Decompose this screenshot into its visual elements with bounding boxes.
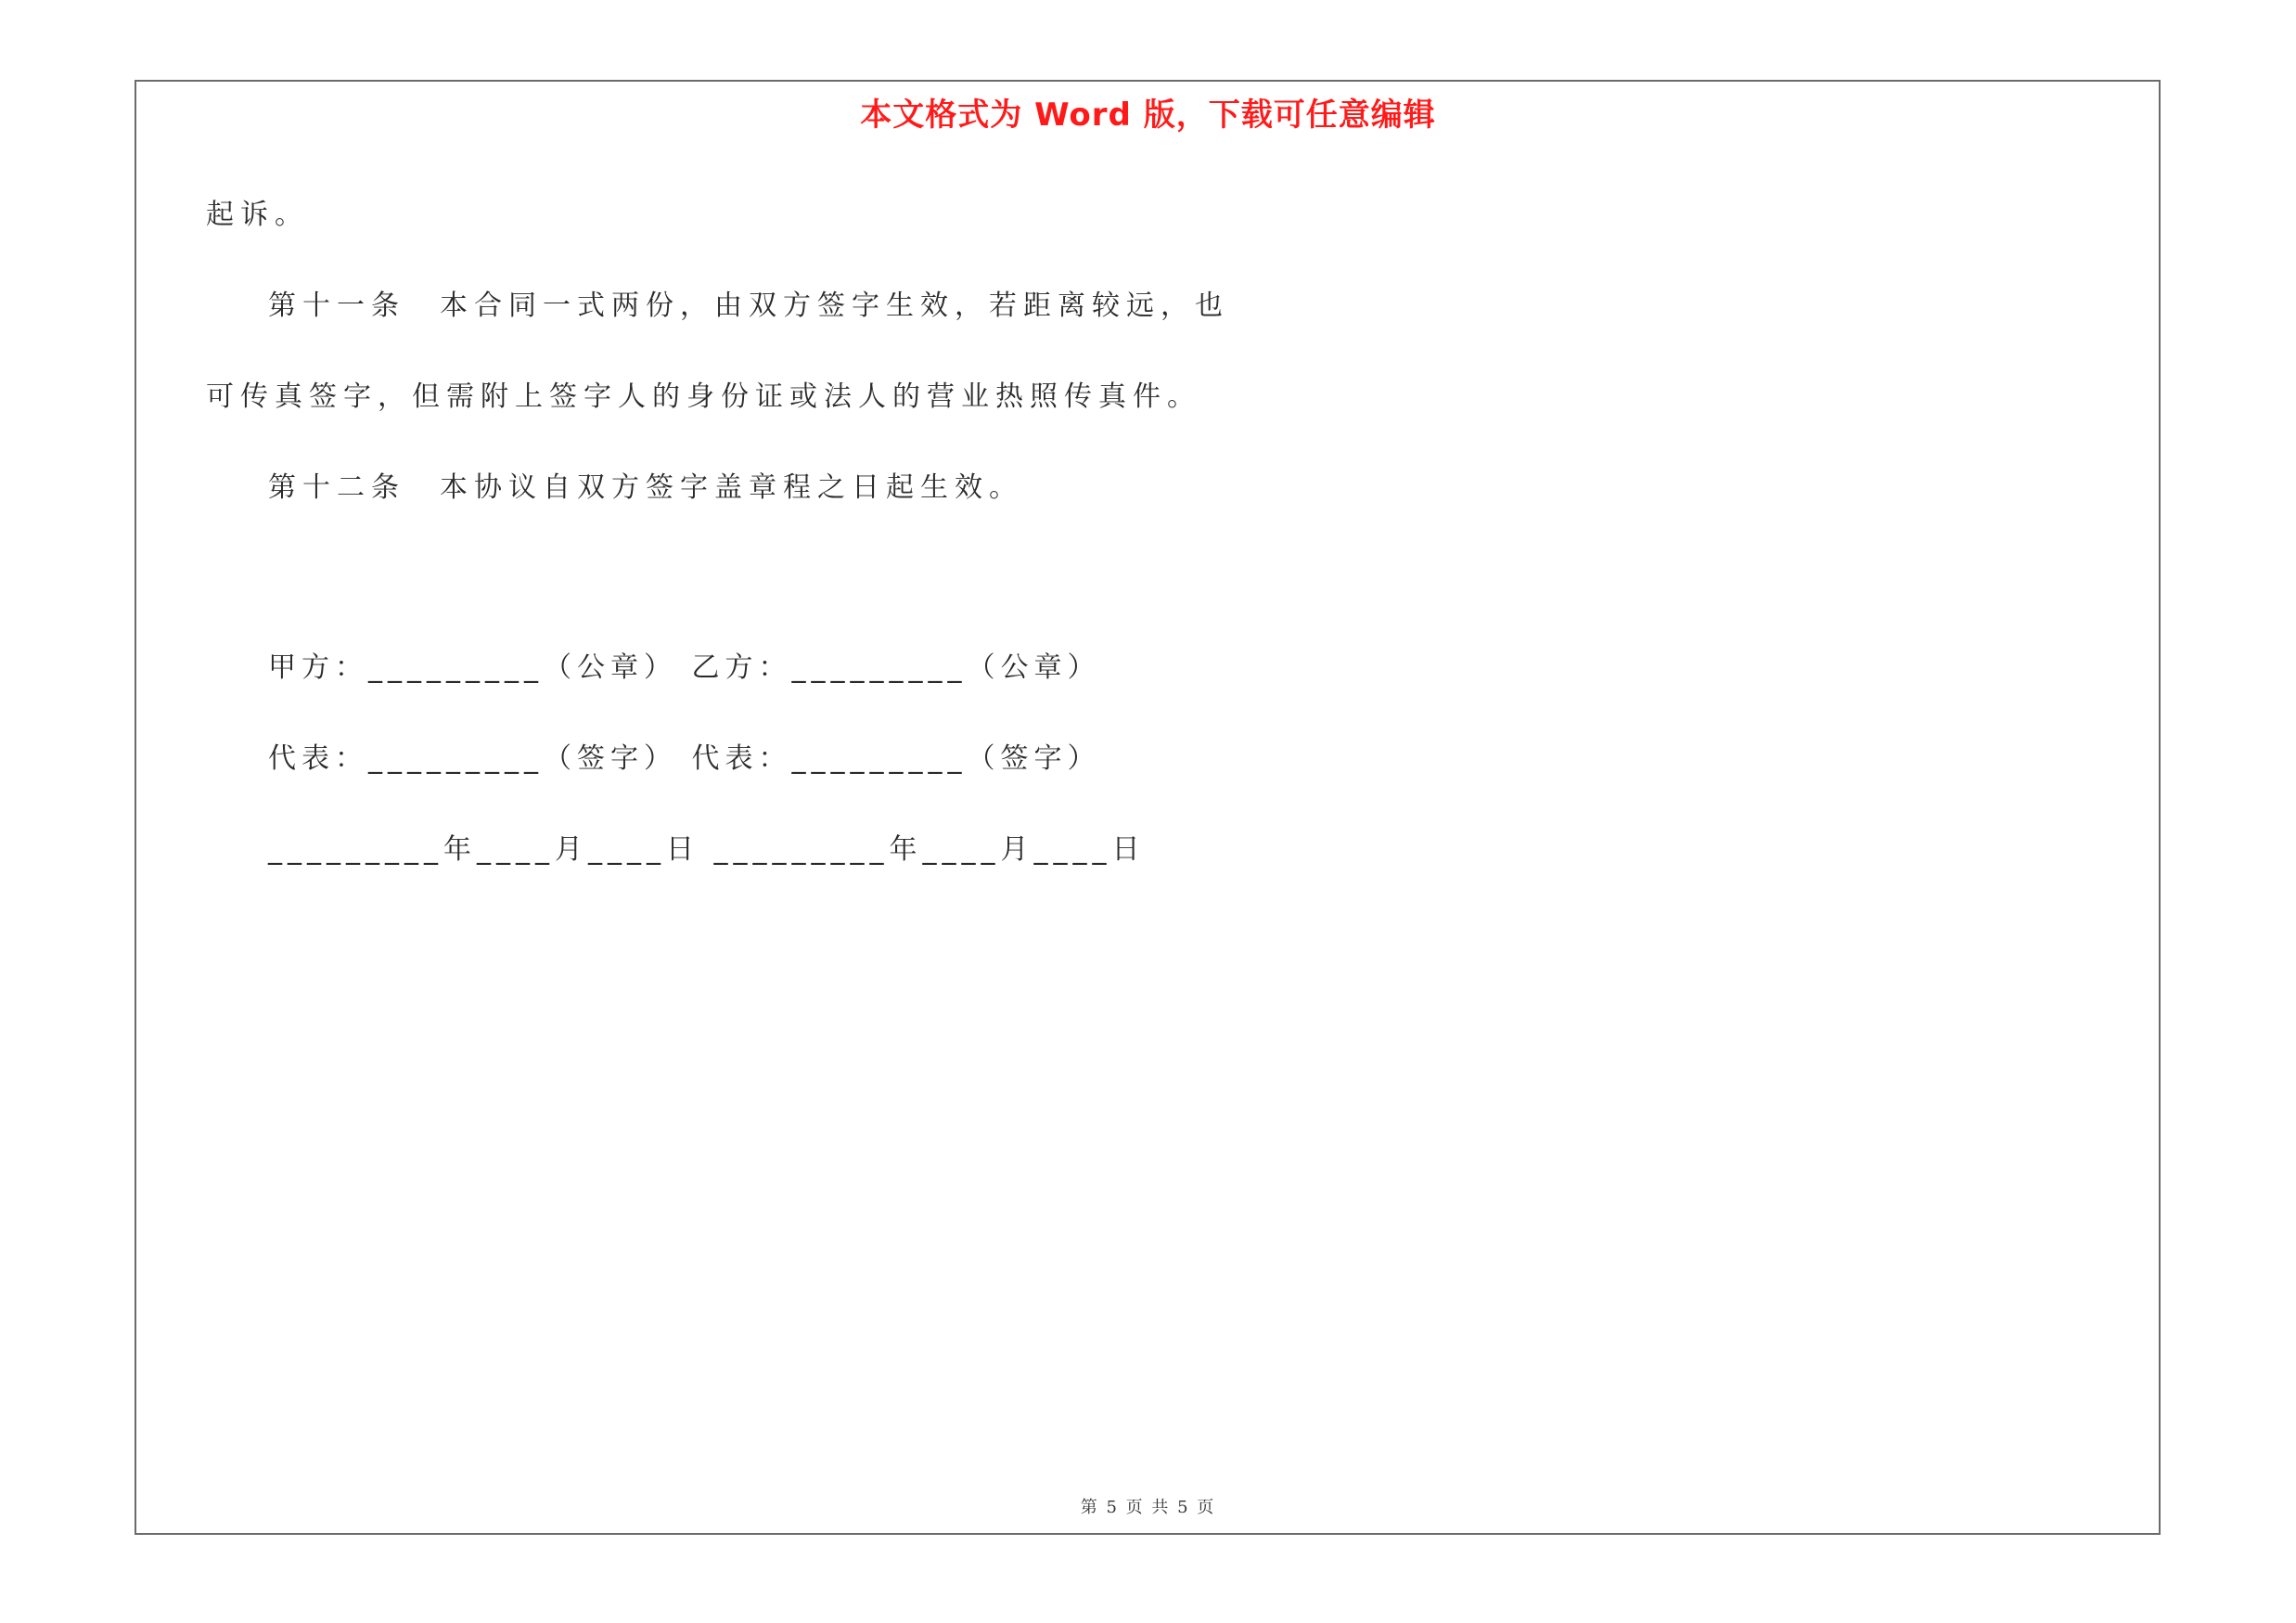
signature-date-row: _________年____月____日 _________年____月____日 (268, 833, 1146, 866)
article-12: 第十二条 本协议自双方签字盖章程之日起生效。 (268, 471, 1023, 504)
page-number-footer: 第 5 页 共 5 页 (1080, 1498, 1216, 1517)
paragraph-line-1: 起诉。 (206, 199, 309, 231)
word-format-banner: 本文格式为 Word 版，下载可任意编辑 (860, 97, 1436, 134)
signature-representative-row: 代表：_________（签字） 代表：_________（签字） (268, 742, 1101, 775)
article-11-line-1: 第十一条 本合同一式两份，由双方签字生效，若距离较远，也 (268, 290, 1229, 322)
signature-party-row: 甲方：_________（公章） 乙方：_________（公章） (268, 651, 1101, 684)
article-11-line-2: 可传真签字，但需附上签字人的身份证或法人的营业热照传真件。 (206, 380, 1201, 413)
